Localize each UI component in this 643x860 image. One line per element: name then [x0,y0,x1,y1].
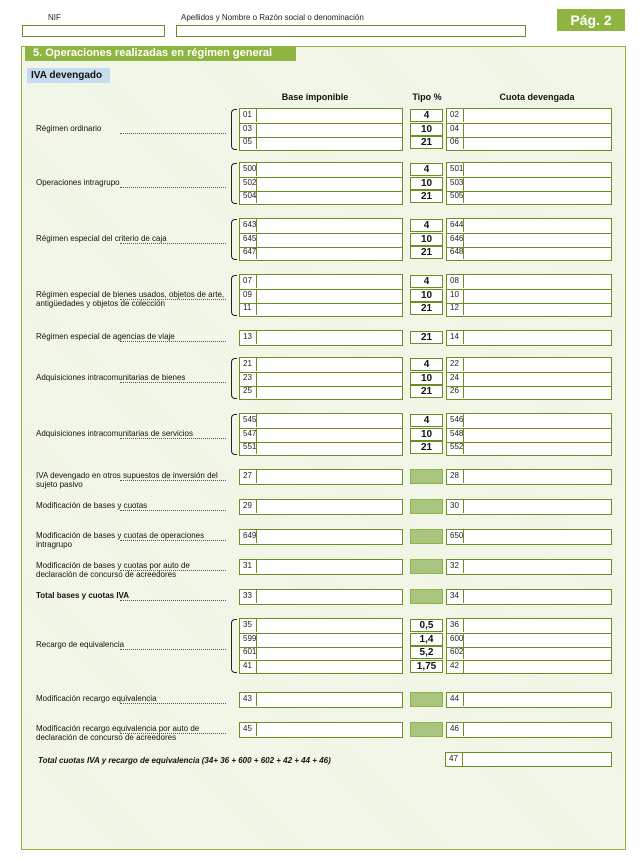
base-imponible-field[interactable] [239,618,403,674]
row-label: Modificación recargo equivalencia [36,694,157,703]
tipo-rate: 21 [410,331,443,344]
tipo-rate: 4 [410,219,443,232]
base-code: 502 [240,177,257,190]
dot-leader [120,703,226,704]
row-separator [447,372,611,373]
cuota-code: 546 [447,414,464,427]
base-code: 599 [240,633,257,646]
row-separator [447,123,611,124]
cuota-devengada-field[interactable] [446,589,612,605]
cuota-code: 36 [447,619,464,632]
cuota-devengada-field[interactable] [446,559,612,575]
tipo-rate: 21 [410,136,443,149]
dot-leader [120,480,226,481]
base-code: 23 [240,372,257,385]
row-label: Modificación de bases y cuotas de operaciones intragrupo [36,531,205,549]
tipo-blank-cell [410,692,443,707]
cuota-code: 30 [447,500,464,513]
row-separator [240,137,402,138]
cuota-devengada-field[interactable] [446,499,612,515]
base-imponible-field[interactable] [239,330,403,346]
base-imponible-field[interactable] [239,589,403,605]
cuota-code: 552 [447,441,464,454]
tipo-rate: 4 [410,358,443,371]
cuota-devengada-field[interactable] [446,618,612,674]
base-imponible-field[interactable] [239,559,403,575]
cuota-code: 02 [447,109,464,122]
row-label: Régimen especial del criterio de caja [36,233,167,243]
cuota-code: 34 [447,590,464,603]
row-separator [447,428,611,429]
cuota-code: 646 [447,233,464,246]
base-code: 649 [240,530,257,543]
cuota-code: 06 [447,136,464,149]
tipo-rate: 5,2 [410,646,443,659]
cuota-devengada-field[interactable] [446,330,612,346]
row-separator [240,191,402,192]
base-code: 29 [240,500,257,513]
tipo-blank-cell [410,529,443,544]
base-code: 25 [240,385,257,398]
row-separator [447,303,611,304]
cuota-code: 602 [447,646,464,659]
tipo-rate: 4 [410,109,443,122]
row-separator [447,386,611,387]
cuota-code: 600 [447,633,464,646]
base-code: 21 [240,358,257,371]
base-code: 33 [240,590,257,603]
row-separator [447,289,611,290]
cuota-code: 04 [447,123,464,136]
group-brace [231,163,237,204]
row-separator [240,372,402,373]
row-label: Operaciones intragrupo [36,177,120,187]
dot-leader [120,570,226,571]
col-header-cuota: Cuota devengada [499,92,575,102]
cuota-code: 42 [447,660,464,673]
total-code: 47 [446,753,463,766]
cuota-devengada-field[interactable] [446,108,612,151]
dot-leader [120,299,226,300]
tipo-rate: 1,75 [410,660,443,673]
col-header-tipo: Tipo % [412,92,442,102]
dot-leader [120,243,226,244]
row-separator [447,137,611,138]
group-brace [231,275,237,316]
tipo-rate: 21 [410,302,443,315]
tipo-rate: 10 [410,123,443,136]
row-label: IVA devengado en otros supuestos de inversión del sujeto pasivo [36,471,218,489]
name-label: Apellidos y Nombre o Razón social o denominación [181,13,364,22]
tipo-blank-cell [410,722,443,737]
tipo-rate: 4 [410,275,443,288]
base-code: 13 [240,331,257,344]
row-label: Modificación de bases y cuotas [36,501,148,510]
row-label: Régimen especial de bienes usados, objetos de arte, antigüedades y objetos de colección [36,289,225,308]
row-label: Modificación recargo equivalencia por auto de declaración de concurso de acreedores [36,724,200,742]
dot-leader [120,540,226,541]
dot-leader [120,733,226,734]
base-code: 27 [240,470,257,483]
row-separator [447,647,611,648]
row-separator [240,177,402,178]
row-separator [447,177,611,178]
base-imponible-field[interactable] [239,357,403,400]
base-code: 41 [240,660,257,673]
group-brace [231,358,237,399]
base-imponible-field[interactable] [239,722,403,738]
dot-leader [120,341,226,342]
base-code: 35 [240,619,257,632]
base-code: 500 [240,163,257,176]
base-code: 03 [240,123,257,136]
cuota-code: 12 [447,302,464,315]
base-code: 11 [240,302,257,315]
cuota-code: 44 [447,693,464,706]
cuota-code: 14 [447,331,464,344]
base-code: 504 [240,190,257,203]
tipo-blank-cell [410,559,443,574]
cuota-devengada-field[interactable] [446,162,612,205]
row-label: Recargo de equivalencia [36,640,125,649]
col-header-base: Base imponible [281,92,349,102]
base-code: 09 [240,289,257,302]
total-label: Total cuotas IVA y recargo de equivalencia (34+ 36 + 600 + 602 + 42 + 44 + 46) [38,756,331,765]
dot-leader [120,438,226,439]
row-separator [240,233,402,234]
cuota-code: 644 [447,219,464,232]
group-brace [231,414,237,455]
cuota-code: 548 [447,428,464,441]
dot-leader [120,649,226,650]
row-label: Adquisiciones intracomunitarias de bienes [36,372,186,382]
row-separator [240,289,402,290]
tipo-rate: 21 [410,190,443,203]
tipo-rate: 10 [410,289,443,302]
base-imponible-field[interactable] [239,108,403,151]
base-code: 551 [240,441,257,454]
cuota-code: 46 [447,723,464,736]
cuota-code: 32 [447,560,464,573]
row-separator [447,442,611,443]
row-separator [240,123,402,124]
base-imponible-field[interactable] [239,469,403,485]
tipo-rate: 10 [410,177,443,190]
tipo-blank-cell [410,589,443,604]
cuota-devengada-field[interactable] [446,274,612,317]
cuota-code: 24 [447,372,464,385]
tipo-blank-cell [410,469,443,484]
base-code: 645 [240,233,257,246]
row-separator [447,660,611,661]
cuota-code: 22 [447,358,464,371]
subheader-iva-devengado: IVA devengado [27,68,110,83]
tipo-rate: 0,5 [410,619,443,632]
base-code: 601 [240,646,257,659]
base-code: 05 [240,136,257,149]
row-separator [240,428,402,429]
tipo-rate: 21 [410,246,443,259]
row-label: Régimen especial de agencias de viaje [36,332,175,341]
base-code: 01 [240,109,257,122]
dot-leader [120,382,226,383]
tipo-rate: 10 [410,233,443,246]
tipo-rate: 1,4 [410,633,443,646]
group-brace [231,109,237,150]
base-imponible-field[interactable] [239,162,403,205]
cuota-devengada-field[interactable] [446,722,612,738]
group-brace [231,219,237,260]
dot-leader [120,510,226,511]
tipo-rate: 4 [410,163,443,176]
base-code: 643 [240,219,257,232]
base-imponible-field[interactable] [239,529,403,545]
row-label: Adquisiciones intracomunitarias de servicios [36,428,193,438]
dot-leader [120,133,226,134]
dot-leader [120,600,226,601]
row-separator [447,191,611,192]
cuota-code: 501 [447,163,464,176]
base-code: 545 [240,414,257,427]
base-imponible-field[interactable] [239,218,403,261]
row-separator [447,633,611,634]
cuota-devengada-field[interactable] [446,529,612,545]
row-separator [240,647,402,648]
base-code: 43 [240,693,257,706]
row-separator [447,247,611,248]
nif-field[interactable] [22,25,165,37]
section-title: 5. Operaciones realizadas en régimen general [25,46,296,61]
tipo-rate: 4 [410,414,443,427]
total-cuota-field[interactable] [445,752,612,767]
cuota-devengada-field[interactable] [446,692,612,708]
row-label: Total bases y cuotas IVA [36,591,130,600]
group-brace [231,619,237,673]
base-imponible-field[interactable] [239,499,403,515]
cuota-devengada-field[interactable] [446,357,612,400]
cuota-code: 26 [447,385,464,398]
row-label: Modificación de bases y cuotas por auto de declaración de concurso de acreedores [36,561,190,579]
base-imponible-field[interactable] [239,274,403,317]
base-imponible-field[interactable] [239,692,403,708]
row-separator [240,386,402,387]
cuota-code: 28 [447,470,464,483]
cuota-code: 08 [447,275,464,288]
base-code: 07 [240,275,257,288]
cuota-code: 650 [447,530,464,543]
tipo-rate: 10 [410,428,443,441]
row-separator [240,442,402,443]
row-separator [447,233,611,234]
tipo-rate: 10 [410,372,443,385]
nif-label: NIF [48,13,61,22]
base-code: 647 [240,246,257,259]
base-code: 31 [240,560,257,573]
cuota-code: 505 [447,190,464,203]
cuota-devengada-field[interactable] [446,413,612,456]
cuota-devengada-field[interactable] [446,218,612,261]
tipo-rate: 21 [410,441,443,454]
page-number-badge: Pág. 2 [557,9,625,31]
row-separator [240,247,402,248]
cuota-code: 503 [447,177,464,190]
row-separator [240,633,402,634]
base-imponible-field[interactable] [239,413,403,456]
tipo-rate: 21 [410,385,443,398]
base-code: 547 [240,428,257,441]
dot-leader [120,187,226,188]
cuota-code: 10 [447,289,464,302]
cuota-devengada-field[interactable] [446,469,612,485]
row-label: Régimen ordinario [36,123,102,133]
base-code: 45 [240,723,257,736]
cuota-code: 648 [447,246,464,259]
row-separator [240,660,402,661]
name-field[interactable] [176,25,526,37]
tipo-blank-cell [410,499,443,514]
row-separator [240,303,402,304]
